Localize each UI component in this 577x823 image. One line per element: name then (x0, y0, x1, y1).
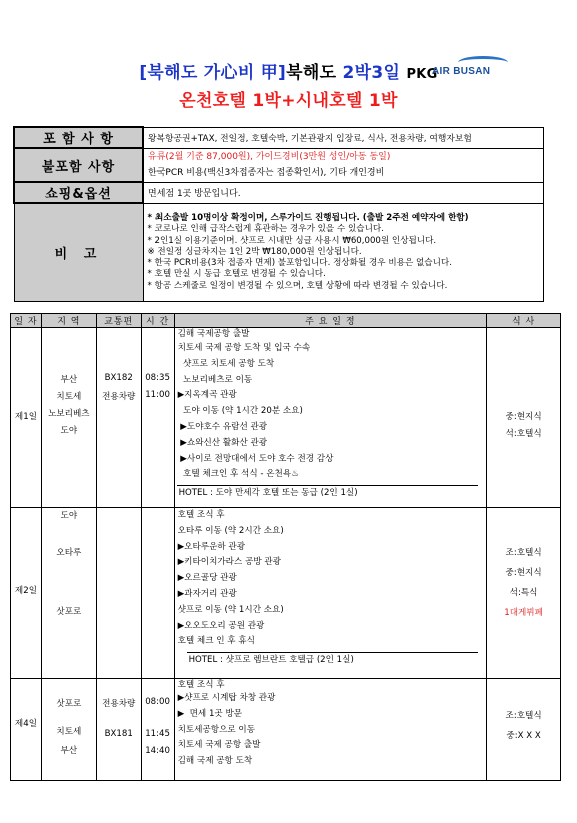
include-label: 포 함 사 항 (14, 127, 143, 148)
title-pkg: PKG (406, 67, 438, 82)
event-line: ▶도야호수 유람선 관광 (177, 421, 268, 432)
meals-cell (487, 328, 561, 508)
event-line: ▶ 면세 1곳 방문 (177, 708, 243, 719)
exclude-black-text: 한국PCR 비용(백신3차접종자는 접종확인서), 기타 개인경비 (148, 168, 385, 178)
hotel-info: HOTEL : 도야 만세각 호텔 또는 동급 (2인 1실) (177, 485, 479, 500)
day-label (11, 679, 42, 781)
event-line: 김해 국제공항 출발 (177, 329, 250, 339)
region-cell (41, 679, 96, 781)
meal-text: 석:특식 (509, 588, 538, 598)
exclude-red-text: 유류(2월 기준 87,000원), 가이드경비(3만원 성인/아동 동일) (148, 152, 391, 162)
event-line: ▶오르골당 관광 (177, 573, 237, 584)
transport-cell (96, 508, 141, 679)
itinerary-cell (174, 679, 487, 781)
region-text: 삿포로 (56, 607, 82, 617)
shopping-value: 면세점 1곳 방문입니다. (143, 182, 544, 203)
event-line: ▶사이로 전망대에서 도야 호수 전경 감상 (177, 453, 334, 464)
day-label (11, 328, 42, 508)
event-line: 노보리베츠로 이동 (177, 374, 253, 385)
remark-line: * 항공 스케줄로 일정이 변경될 수 있으며, 호텔 상황에 따라 변경될 수 있습니다. (147, 280, 448, 291)
transport-text: BX181 (104, 729, 133, 739)
info-table (13, 126, 544, 302)
event-line: ▶과자거리 관광 (177, 588, 237, 599)
event-line: 오타루 이동 (약 2시간 소요) (177, 525, 284, 536)
air-busan-logo (432, 56, 512, 78)
event-line: 김해 국제 공항 도착 (177, 756, 253, 767)
include-value: 왕복항공권+TAX, 전일정, 호텔숙박, 기본관광지 입장료, 식사, 전용차량, 여행자보험 (143, 127, 544, 148)
region-text: 오타루 (56, 548, 82, 558)
logo-text: AIR BUSAN (432, 66, 491, 77)
time-text: 11:45 (145, 729, 170, 739)
day-label (11, 508, 42, 679)
day-row-4 (11, 679, 561, 781)
event-line: 치토세공항으로 이동 (177, 724, 256, 735)
event-line: 호텔 조식 후 (177, 680, 225, 690)
time-text: 11:00 (145, 390, 170, 400)
time-text: 08:35 (145, 373, 170, 383)
remark-line: * 최소출발 10명이상 확정이며, 스루가이드 진행됩니다. (출발 2주전 예약자에 한함) (147, 212, 469, 223)
itinerary-cell (174, 508, 487, 679)
meals-cell (487, 508, 561, 679)
event-line: ▶오타루운하 관광 (177, 541, 246, 552)
page-subtitle: 온천호텔 1박+시내호텔 1박 (179, 91, 398, 111)
transport-cell (96, 328, 141, 508)
meal-special-text: 1대게뷔페 (504, 608, 543, 618)
title-bracket: [북해도 가心비 甲] (139, 63, 287, 83)
hotel-info: HOTEL : 샷프로 렘브란트 호텔급 (2인 1실) (187, 652, 479, 667)
day-text: 제2일 (14, 586, 37, 596)
region-cell (41, 328, 96, 508)
event-line: ▶오오도오리 공원 관광 (177, 620, 265, 631)
remark-line: * 한국 PCR비용(3차 접종자 면제) 불포함입니다. 정상화될 경우 비용은 없습니다. (147, 258, 452, 269)
region-text: 치토세 (56, 727, 82, 737)
time-cell (141, 679, 174, 781)
time-text: 14:40 (145, 746, 170, 756)
col-header-transport: 교통편 (96, 314, 141, 328)
event-line: ▶샷프로 시계탑 차창 관광 (177, 693, 276, 703)
remark-line: * 2인1실 이용기준이며. 샷프로 시내만 싱글 사용시 ₩60,000원 인상됩니다. (147, 235, 437, 246)
time-cell (141, 328, 174, 508)
remark-line: * 코로나로 인해 급작스럽게 휴관하는 경우가 있을 수 있습니다. (147, 224, 384, 235)
event-line: ▶키타이치가라스 공방 관광 (177, 557, 281, 568)
schedule-table (10, 313, 561, 781)
meal-text: 석:호텔식 (505, 429, 542, 439)
event-line: 호텔 체크 인 후 휴식 (177, 636, 255, 647)
col-header-meals: 식 사 (487, 314, 561, 328)
meal-text: 조:호텔식 (505, 711, 542, 721)
day-text: 제4일 (14, 719, 37, 729)
exclude-value (143, 148, 544, 182)
region-text: 도야 (60, 426, 78, 436)
col-header-itinerary: 주 요 일 정 (174, 314, 487, 328)
region-text: 부산 (60, 375, 78, 385)
meal-text: 조:호텔식 (505, 548, 542, 558)
remark-line: ※ 전일정 싱글차지는 1인 2박 ₩180,000원 인상됩니다. (147, 246, 362, 257)
meals-cell (487, 679, 561, 781)
event-line: 호텔 조식 후 (177, 510, 225, 520)
region-text: 노보리베츠 (48, 409, 90, 419)
itinerary-cell (174, 328, 487, 508)
day-text: 제1일 (14, 412, 37, 422)
remarks-label: 비 고 (14, 203, 143, 301)
remarks-list (143, 203, 544, 301)
event-line: 도야 이동 (약 1시간 20분 소요) (177, 406, 303, 417)
event-line: 치토세 국제 공항 출발 (177, 740, 261, 751)
meal-text: 중:X X X (506, 731, 541, 741)
event-line: ▶지옥계곡 관광 (177, 390, 237, 401)
transport-text: 전용차량 (102, 699, 136, 709)
time-text: 08:00 (145, 697, 170, 707)
remark-line: * 호텔 만실 시 동급 호텔로 변경될 수 있습니다. (147, 269, 326, 280)
day-row-1 (11, 328, 561, 508)
shopping-label: 쇼핑&옵션 (14, 182, 143, 203)
event-line: 호텔 체크인 후 석식 - 온천욕♨ (177, 469, 299, 480)
meal-text: 중:현지식 (505, 568, 542, 578)
meal-text: 중:현지식 (505, 412, 542, 422)
region-cell (41, 508, 96, 679)
title-duration: 2박3일 (342, 63, 407, 83)
day-row-2 (11, 508, 561, 679)
event-line: 치토세 국제 공항 도착 및 입국 수속 (177, 343, 311, 353)
exclude-label: 불포함 사항 (14, 148, 143, 182)
region-text: 삿포로 (56, 699, 82, 709)
transport-text: 전용차량 (102, 392, 136, 402)
transport-text: BX182 (104, 373, 133, 383)
time-cell (141, 508, 174, 679)
title-region: 북해도 (286, 63, 343, 83)
region-text: 치토세 (56, 392, 82, 402)
event-line: 샷프로 이동 (약 1시간 소요) (177, 604, 284, 615)
col-header-region: 지 역 (41, 314, 96, 328)
col-header-day: 일 자 (11, 314, 42, 328)
region-text: 도야 (60, 511, 78, 521)
event-line: ▶쇼와신산 활화산 관광 (177, 437, 268, 448)
transport-cell (96, 679, 141, 781)
region-text: 부산 (60, 746, 78, 756)
col-header-time: 시 간 (141, 314, 174, 328)
event-line: 샷프로 치토세 공항 도착 (177, 358, 275, 369)
